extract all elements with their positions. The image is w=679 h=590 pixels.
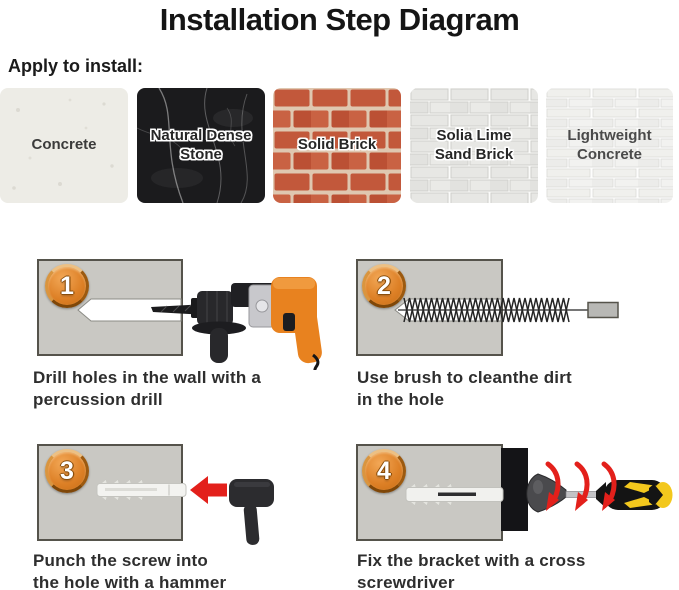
step-number: 3	[60, 456, 74, 485]
red-arrow-icon	[190, 476, 227, 504]
step-number: 4	[377, 456, 391, 485]
step-3	[33, 440, 339, 590]
material-tile-natural-dense-stone	[137, 88, 265, 203]
step-caption: Punch the screw into the hole with a hammer	[33, 551, 227, 590]
step-2	[352, 255, 679, 420]
page-title: Installation Step Diagram	[159, 2, 520, 37]
step-number-badge	[45, 264, 89, 308]
apply-to-install-label: Apply to install:	[8, 56, 143, 76]
material-tile-solid-brick	[273, 88, 401, 203]
step-caption: Fix the bracket with a cross screwdriver	[357, 551, 586, 590]
step-number-badge	[45, 449, 89, 493]
material-tile-lightweight-concrete	[546, 88, 673, 203]
material-label: Solid Brick	[297, 136, 377, 154]
step-number: 1	[60, 271, 74, 300]
step-number-badge	[362, 264, 406, 308]
hammer-icon	[229, 479, 274, 545]
step-number-badge	[362, 449, 406, 493]
wire-brush-icon	[398, 298, 618, 322]
step-number: 2	[377, 271, 391, 300]
material-tile-concrete	[0, 88, 128, 203]
step-1	[33, 255, 339, 420]
step-4	[352, 440, 679, 590]
material-tile-solia-lime-sand-brick	[410, 88, 538, 203]
bracket-plate	[501, 448, 528, 531]
material-label: Solia Lime Sand Brick	[434, 126, 514, 163]
step-caption: Drill holes in the wall with a percussion drill	[33, 368, 261, 410]
brush-handle	[588, 303, 618, 318]
step-caption: Use brush to cleanthe dirt in the hole	[357, 368, 572, 410]
material-label: Natural Dense Stone	[150, 126, 252, 163]
material-label: Concrete	[31, 136, 97, 154]
material-label: Lightweight Concrete	[567, 126, 652, 163]
